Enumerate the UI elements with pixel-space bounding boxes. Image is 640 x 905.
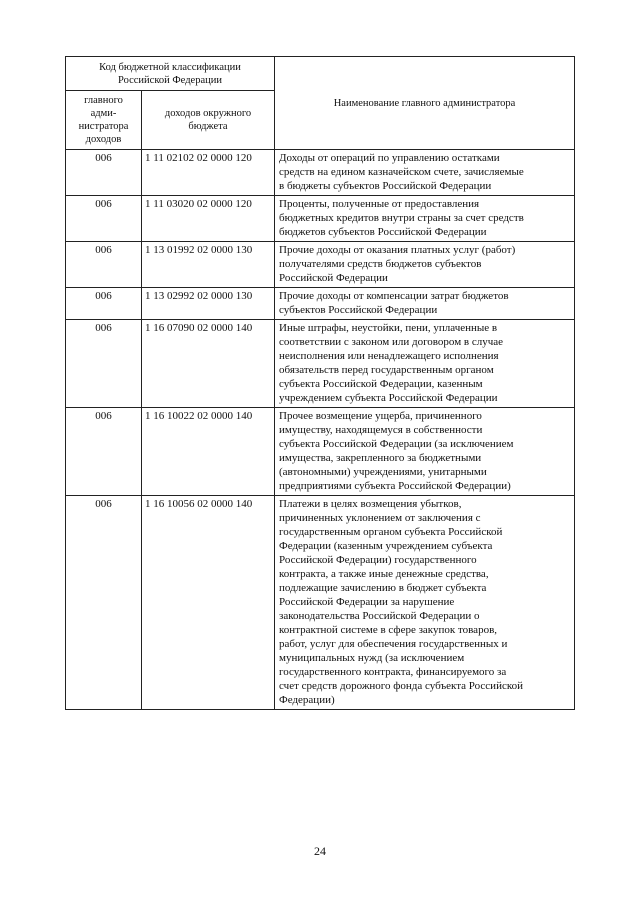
table-row — [66, 320, 575, 408]
admin-name-cell: Доходы от операций по управлению остатками средств на едином казначейском счете, зачисляемые в бюджеты субъектов Российской Федерации — [275, 150, 575, 196]
admin-code-cell: 006 — [66, 320, 142, 408]
table-row — [66, 288, 575, 320]
admin-code-cell: 006 — [66, 150, 142, 196]
admin-name-cell: Платежи в целях возмещения убытков, причиненных уклонением от заключения с государственным органом субъекта Российской Федерации (казенным учреждением субъекта Российской Федерации) государственного контракта, а также иные денежные средства, подлежащие зачислению в бюджет субъекта Российской Федерации за нарушение законодательства Российской Федерации о контрактной системе в сфере закупок товаров, работ, услуг для обеспечения государственных и муниципальных нужд (за исключением государственного контракта, финансируемого за счет средств дорожного фонда субъекта Российской Федерации) — [275, 496, 575, 710]
income-code-cell: 1 16 10022 02 0000 140 — [142, 408, 275, 496]
income-code-cell: 1 16 10056 02 0000 140 — [142, 496, 275, 710]
table-row — [66, 196, 575, 242]
admin-name-cell: Прочие доходы от оказания платных услуг (работ) получателями средств бюджетов субъектов Российской Федерации — [275, 242, 575, 288]
table-row — [66, 150, 575, 196]
admin-code-cell: 006 — [66, 288, 142, 320]
admin-code-cell: 006 — [66, 496, 142, 710]
header-admin-name: Наименование главного администратора — [275, 57, 575, 150]
income-code-cell: 1 11 02102 02 0000 120 — [142, 150, 275, 196]
table-row — [66, 496, 575, 710]
admin-name-cell: Проценты, полученные от предоставления бюджетных кредитов внутри страны за счет средств бюджетов субъектов Российской Федерации — [275, 196, 575, 242]
header-admin-code: главного адми- нистратора доходов — [66, 91, 142, 150]
page-number: 24 — [314, 844, 326, 858]
income-code-cell: 1 13 01992 02 0000 130 — [142, 242, 275, 288]
table-row — [66, 242, 575, 288]
admin-name-cell: Прочие доходы от компенсации затрат бюджетов субъектов Российской Федерации — [275, 288, 575, 320]
header-income-code: доходов окружного бюджета — [142, 91, 275, 150]
income-code-cell: 1 11 03020 02 0000 120 — [142, 196, 275, 242]
admin-code-cell: 006 — [66, 408, 142, 496]
income-code-cell: 1 16 07090 02 0000 140 — [142, 320, 275, 408]
income-code-cell: 1 13 02992 02 0000 130 — [142, 288, 275, 320]
admin-code-cell: 006 — [66, 196, 142, 242]
admin-name-cell: Иные штрафы, неустойки, пени, уплаченные в соответствии с законом или договором в случае неисполнения или ненадлежащего исполнения обязательств перед государственным органом субъекта Российской Федерации, казенным учреждением субъекта Российской Федерации — [275, 320, 575, 408]
admin-code-cell: 006 — [66, 242, 142, 288]
budget-classification-table — [65, 56, 575, 710]
admin-name-cell: Прочее возмещение ущерба, причиненного имуществу, находящемуся в собственности субъекта Российской Федерации (за исключением имущества, закрепленного за бюджетными (автономными) учреждениями, унитарными предприятиями субъекта Российской Федерации) — [275, 408, 575, 496]
header-group-title: Код бюджетной классификации Российской Федерации — [66, 57, 275, 91]
table-row — [66, 408, 575, 496]
